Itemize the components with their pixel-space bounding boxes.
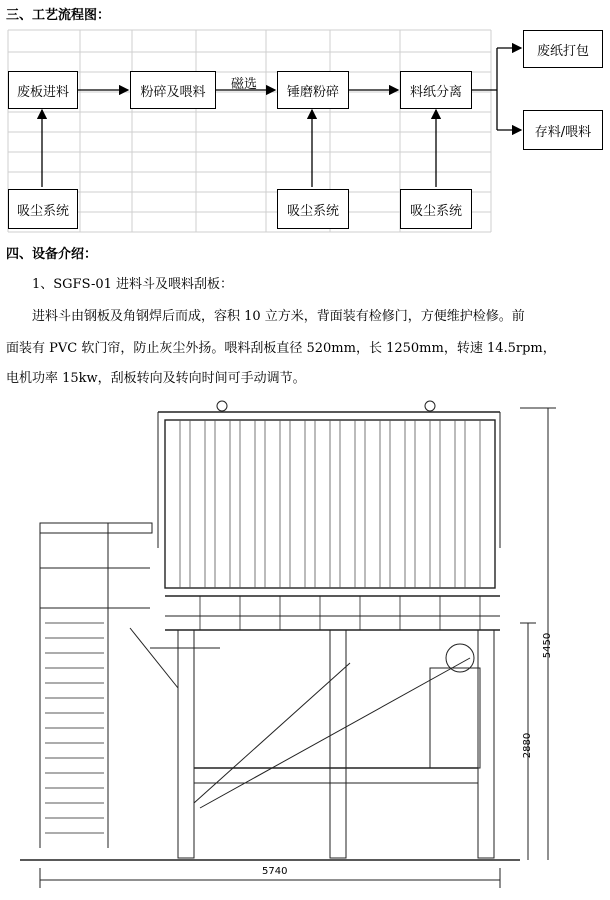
paragraph-line-1: 进料斗由钢板及角钢焊后而成，容积 10 立方米，背面装有检修门，方便维护检修。前 — [32, 309, 525, 324]
equipment-item-1-heading: 1、SGFS-01 进料斗及喂料刮板： — [32, 277, 234, 292]
paragraph-line-3: 电机功率 15kw，刮板转向及转向时间可手动调节。 — [6, 371, 306, 386]
flow-feed-box: 废板进料 — [8, 71, 78, 109]
flow-dust-box-3: 吸尘系统 — [400, 189, 472, 229]
flow-store-box: 存料/喂料 — [523, 110, 603, 150]
dim-height-platform-label: 2880 — [522, 732, 534, 759]
flow-dust-box-1: 吸尘系统 — [8, 189, 78, 229]
paragraph-line-2: 面装有 PVC 软门帘，防止灰尘外扬。喂料刮板直径 520mm，长 1250mm，转速 14.5rpm， — [6, 341, 556, 356]
section-4-title: 四、设备介绍： — [6, 247, 98, 262]
flow-pack-box: 废纸打包 — [523, 30, 603, 68]
flow-crush-box: 粉碎及喂料 — [130, 71, 216, 109]
dim-width-label: 5740 — [262, 866, 288, 877]
flow-dust-box-2: 吸尘系统 — [277, 189, 349, 229]
flow-magnet-label: 磁选 — [231, 77, 258, 92]
flow-separate-box: 料纸分离 — [400, 71, 472, 109]
equipment-drawing — [0, 398, 610, 898]
dim-height-total-label: 5450 — [542, 632, 554, 659]
section-3-title: 三、工艺流程图： — [6, 8, 111, 23]
flow-hammer-box: 锤磨粉碎 — [277, 71, 349, 109]
